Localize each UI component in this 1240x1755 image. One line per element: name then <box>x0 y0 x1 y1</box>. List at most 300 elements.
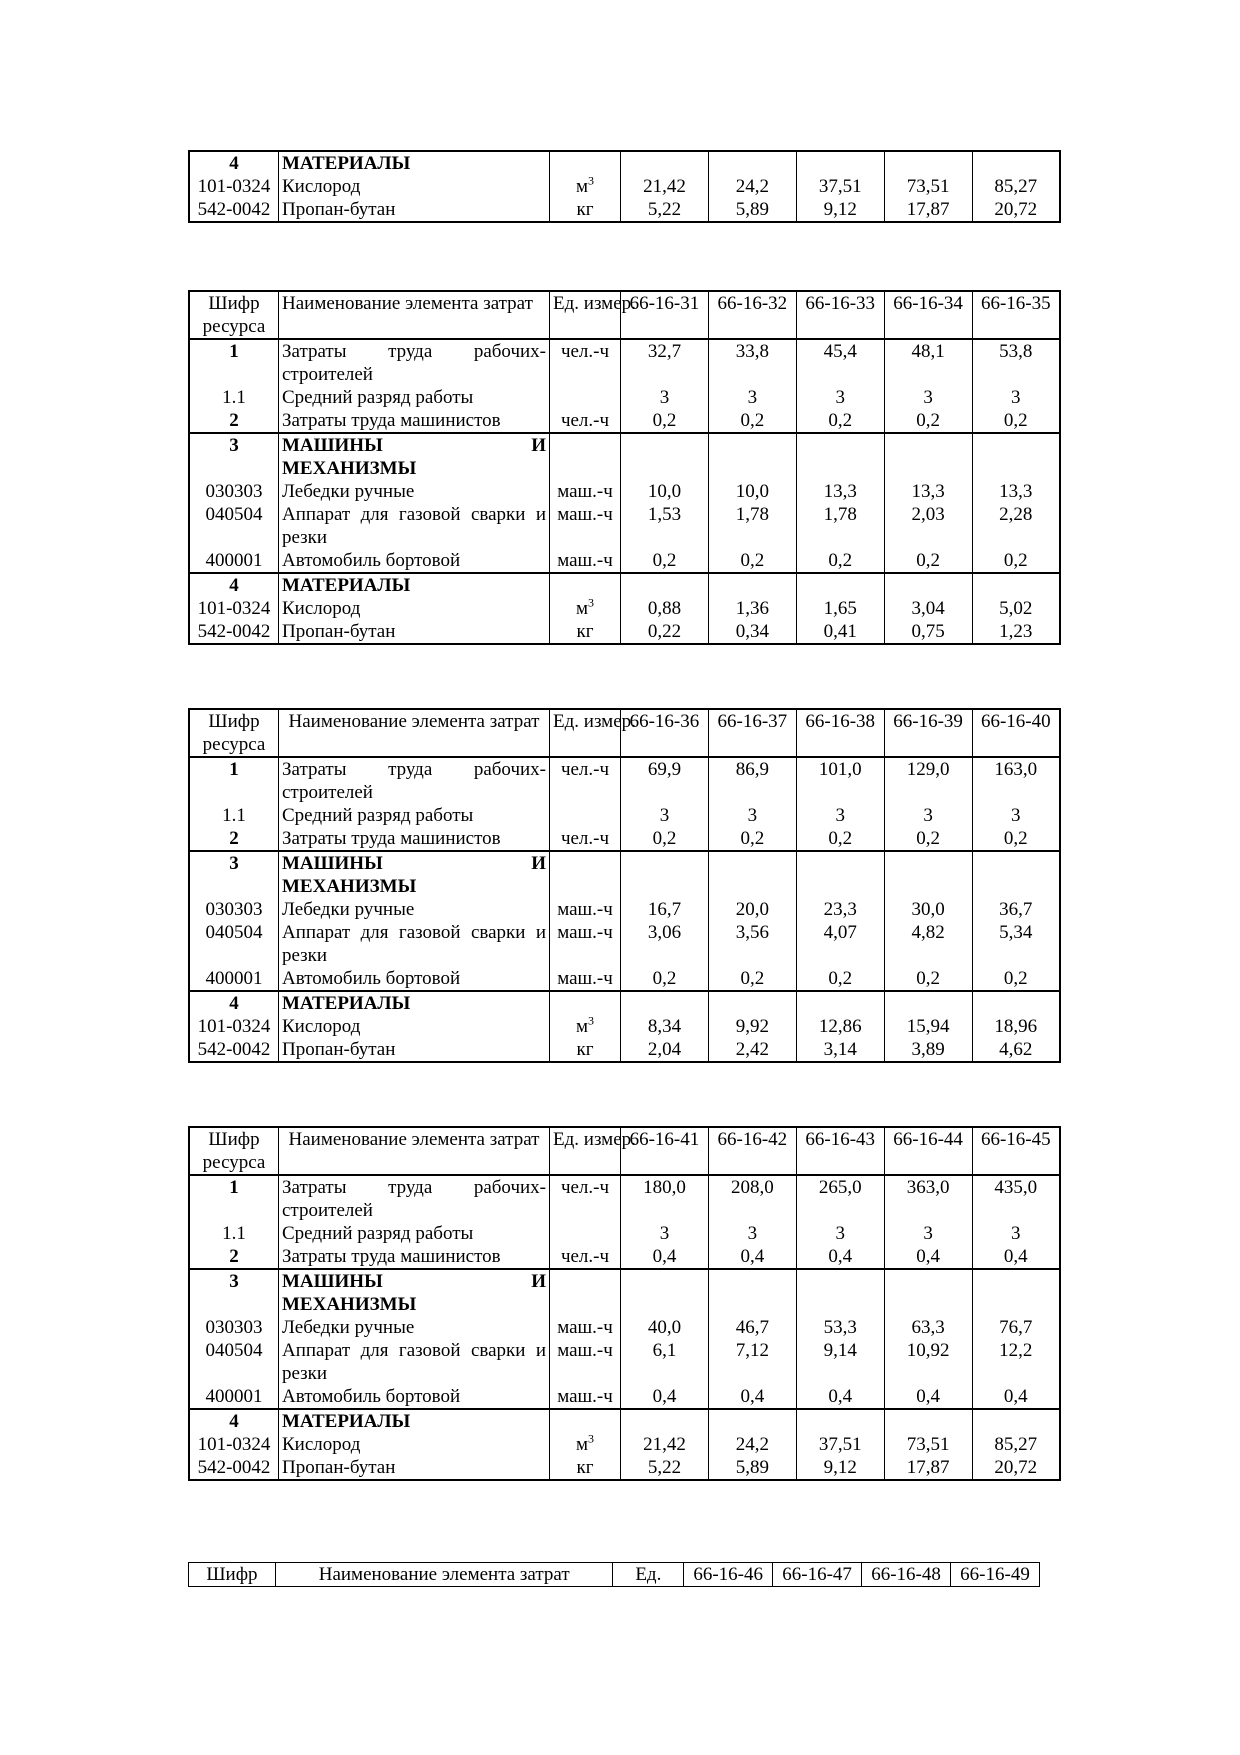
value-cell: 3 <box>708 386 796 409</box>
value-cell: 0,4 <box>708 1245 796 1269</box>
value-cell: 17,87 <box>884 198 972 222</box>
resource-table <box>188 150 1061 223</box>
value-cell <box>972 573 1060 597</box>
resource-unit: маш.-ч <box>550 480 621 503</box>
resource-name: Лебедки ручные <box>279 480 550 503</box>
value-cell: 23,3 <box>796 898 884 921</box>
value-cell: 45,4 <box>796 339 884 386</box>
value-cell: 24,2 <box>708 175 796 198</box>
resource-unit: чел.-ч <box>550 827 621 851</box>
value-cell: 1,53 <box>621 503 709 549</box>
value-cell <box>621 1269 709 1316</box>
resource-name <box>279 433 550 480</box>
value-cell: 21,42 <box>621 175 709 198</box>
resource-name: Затраты труда рабочих-строителей <box>279 757 550 804</box>
value-cell: 435,0 <box>972 1175 1060 1222</box>
table-row <box>189 433 1060 480</box>
resource-name: МАТЕРИАЛЫ <box>279 573 550 597</box>
resource-unit <box>550 573 621 597</box>
value-cell <box>884 433 972 480</box>
resource-table <box>188 290 1061 645</box>
table-header-row <box>189 1563 1040 1587</box>
table-row <box>189 1175 1060 1222</box>
value-cell: 1,78 <box>796 503 884 549</box>
header-code: Шифр ресурса <box>189 709 279 757</box>
value-cell <box>884 1269 972 1316</box>
resource-code: 4 <box>189 151 279 175</box>
resource-code: 2 <box>189 409 279 433</box>
header-col: 66-16-33 <box>796 291 884 339</box>
header-col: 66-16-41 <box>621 1127 709 1175</box>
resource-name: Кислород <box>279 175 550 198</box>
unit-base: м <box>575 598 589 619</box>
resource-unit: маш.-ч <box>550 1339 621 1385</box>
value-cell: 0,41 <box>796 620 884 644</box>
resource-name: Затраты труда машинистов <box>279 409 550 433</box>
value-cell: 3 <box>972 386 1060 409</box>
table-row <box>189 757 1060 804</box>
header-code: Шифр <box>189 1563 276 1587</box>
value-cell: 0,2 <box>884 409 972 433</box>
value-cell: 20,72 <box>972 198 1060 222</box>
resource-unit: чел.-ч <box>550 409 621 433</box>
value-cell <box>884 573 972 597</box>
value-cell: 0,2 <box>884 549 972 573</box>
resource-name-part: И <box>531 435 546 456</box>
value-cell <box>796 991 884 1015</box>
value-cell: 3,06 <box>621 921 709 967</box>
value-cell: 8,34 <box>621 1015 709 1038</box>
table-header-row <box>189 291 1060 339</box>
value-cell: 0,75 <box>884 620 972 644</box>
value-cell <box>708 1269 796 1316</box>
header-col: 66-16-44 <box>884 1127 972 1175</box>
value-cell: 46,7 <box>708 1316 796 1339</box>
header-unit: Ед. измер. <box>550 1127 621 1175</box>
table-row <box>189 386 1060 409</box>
table-row <box>189 921 1060 967</box>
value-cell: 33,8 <box>708 339 796 386</box>
header-col: 66-16-43 <box>796 1127 884 1175</box>
value-cell <box>972 1409 1060 1433</box>
value-cell: 17,87 <box>884 1456 972 1480</box>
value-cell: 3 <box>621 386 709 409</box>
value-cell: 13,3 <box>796 480 884 503</box>
header-code: Шифр ресурса <box>189 1127 279 1175</box>
value-cell: 9,12 <box>796 198 884 222</box>
value-cell: 0,2 <box>708 409 796 433</box>
resource-unit: чел.-ч <box>550 339 621 386</box>
value-cell <box>621 1409 709 1433</box>
resource-code: 3 <box>189 851 279 898</box>
value-cell: 3,89 <box>884 1038 972 1062</box>
resource-code: 040504 <box>189 921 279 967</box>
unit-base: м <box>575 1434 589 1455</box>
resource-name: Пропан-бутан <box>279 1038 550 1062</box>
value-cell: 0,2 <box>796 827 884 851</box>
resource-table-block <box>188 290 1061 645</box>
table-continuation <box>188 150 1061 223</box>
value-cell: 1,78 <box>708 503 796 549</box>
table-row <box>189 620 1060 644</box>
value-cell: 5,22 <box>621 198 709 222</box>
value-cell: 0,88 <box>621 597 709 620</box>
header-col: 66-16-36 <box>621 709 709 757</box>
value-cell <box>708 573 796 597</box>
header-col: 66-16-34 <box>884 291 972 339</box>
value-cell: 2,28 <box>972 503 1060 549</box>
value-cell: 0,4 <box>884 1245 972 1269</box>
resource-code: 3 <box>189 433 279 480</box>
value-cell: 129,0 <box>884 757 972 804</box>
table-row <box>189 804 1060 827</box>
unit-exponent: 3 <box>588 595 595 610</box>
resource-name: Средний разряд работы <box>279 1222 550 1245</box>
resource-name: Кислород <box>279 1015 550 1038</box>
value-cell: 13,3 <box>884 480 972 503</box>
resource-code: 542-0042 <box>189 1038 279 1062</box>
resource-table <box>188 708 1061 1063</box>
resource-name: Пропан-бутан <box>279 620 550 644</box>
header-name: Наименование элемента затрат <box>279 709 550 757</box>
resource-code: 101-0324 <box>189 175 279 198</box>
resource-name <box>279 851 550 898</box>
resource-name: Автомобиль бортовой <box>279 1385 550 1409</box>
value-cell: 9,92 <box>708 1015 796 1038</box>
table-row <box>189 1339 1060 1385</box>
resource-code: 101-0324 <box>189 597 279 620</box>
table-row <box>189 480 1060 503</box>
header-name: Наименование элемента затрат <box>275 1563 613 1587</box>
resource-unit: кг <box>550 620 621 644</box>
table-row <box>189 1222 1060 1245</box>
value-cell: 3 <box>796 386 884 409</box>
value-cell: 0,2 <box>708 549 796 573</box>
value-cell: 0,4 <box>884 1385 972 1409</box>
value-cell: 4,62 <box>972 1038 1060 1062</box>
resource-code: 400001 <box>189 1385 279 1409</box>
value-cell <box>708 433 796 480</box>
table-row <box>189 898 1060 921</box>
resource-name-part: И <box>531 853 546 874</box>
resource-name-part: МАШИНЫ <box>282 435 383 456</box>
value-cell: 3 <box>884 386 972 409</box>
header-col: 66-16-48 <box>862 1563 951 1587</box>
value-cell: 12,86 <box>796 1015 884 1038</box>
value-cell: 21,42 <box>621 1433 709 1456</box>
value-cell: 0,22 <box>621 620 709 644</box>
resource-code: 4 <box>189 1409 279 1433</box>
resource-unit <box>550 597 621 620</box>
table-row <box>189 1316 1060 1339</box>
resource-unit: маш.-ч <box>550 503 621 549</box>
resource-name-part: МЕХАНИЗМЫ <box>282 1294 417 1315</box>
value-cell: 18,96 <box>972 1015 1060 1038</box>
resource-unit: маш.-ч <box>550 898 621 921</box>
value-cell: 0,2 <box>621 409 709 433</box>
resource-name: Аппарат для газовой сварки и резки <box>279 921 550 967</box>
value-cell: 24,2 <box>708 1433 796 1456</box>
value-cell: 20,0 <box>708 898 796 921</box>
value-cell: 73,51 <box>884 1433 972 1456</box>
value-cell: 0,2 <box>796 967 884 991</box>
value-cell: 0,4 <box>796 1385 884 1409</box>
header-col: 66-16-39 <box>884 709 972 757</box>
resource-unit: $м^3$ <box>550 175 621 198</box>
resource-unit: чел.-ч <box>550 1175 621 1222</box>
value-cell: 5,22 <box>621 1456 709 1480</box>
resource-unit <box>550 151 621 175</box>
value-cell <box>621 573 709 597</box>
next-table-header <box>188 1562 1040 1587</box>
value-cell: 69,9 <box>621 757 709 804</box>
value-cell: 0,4 <box>972 1245 1060 1269</box>
resource-name: Затраты труда рабочих-строителей <box>279 1175 550 1222</box>
resource-name-part: МЕХАНИЗМЫ <box>282 876 417 897</box>
header-unit: Ед. измер. <box>550 709 621 757</box>
resource-name-part: МЕХАНИЗМЫ <box>282 458 417 479</box>
resource-unit <box>550 1409 621 1433</box>
resource-table-block <box>188 1126 1061 1481</box>
value-cell: 4,07 <box>796 921 884 967</box>
value-cell: 37,51 <box>796 1433 884 1456</box>
value-cell: 0,2 <box>708 827 796 851</box>
value-cell: 9,12 <box>796 1456 884 1480</box>
resource-code: 542-0042 <box>189 620 279 644</box>
value-cell: 76,7 <box>972 1316 1060 1339</box>
resource-name: Кислород <box>279 1433 550 1456</box>
value-cell: 13,3 <box>972 480 1060 503</box>
header-col: 66-16-37 <box>708 709 796 757</box>
resource-unit: чел.-ч <box>550 757 621 804</box>
header-unit: Ед. <box>613 1563 684 1587</box>
resource-unit: кг <box>550 198 621 222</box>
value-cell: 48,1 <box>884 339 972 386</box>
value-cell: 3,14 <box>796 1038 884 1062</box>
resource-name: Затраты труда машинистов <box>279 827 550 851</box>
header-col: 66-16-42 <box>708 1127 796 1175</box>
value-cell: 10,0 <box>621 480 709 503</box>
resource-unit <box>550 991 621 1015</box>
value-cell: 0,2 <box>621 827 709 851</box>
resource-table-block <box>188 708 1061 1063</box>
value-cell: 10,92 <box>884 1339 972 1385</box>
resource-unit: маш.-ч <box>550 549 621 573</box>
header-col: 66-16-35 <box>972 291 1060 339</box>
value-cell: 4,82 <box>884 921 972 967</box>
value-cell <box>972 433 1060 480</box>
resource-code: 101-0324 <box>189 1015 279 1038</box>
value-cell <box>621 991 709 1015</box>
resource-code: 101-0324 <box>189 1433 279 1456</box>
value-cell: 53,3 <box>796 1316 884 1339</box>
value-cell: 36,7 <box>972 898 1060 921</box>
value-cell <box>884 851 972 898</box>
value-cell: 6,1 <box>621 1339 709 1385</box>
resource-unit <box>550 1433 621 1456</box>
value-cell: 3,04 <box>884 597 972 620</box>
value-cell: 265,0 <box>796 1175 884 1222</box>
resource-unit <box>550 1269 621 1316</box>
value-cell: 1,23 <box>972 620 1060 644</box>
resource-unit: чел.-ч <box>550 1245 621 1269</box>
value-cell: 85,27 <box>972 1433 1060 1456</box>
header-col: 66-16-45 <box>972 1127 1060 1175</box>
header-unit: Ед. измер. <box>550 291 621 339</box>
resource-unit: маш.-ч <box>550 1385 621 1409</box>
resource-name-part: МАШИНЫ <box>282 853 383 874</box>
value-cell: 9,14 <box>796 1339 884 1385</box>
resource-unit: маш.-ч <box>550 921 621 967</box>
header-name: Наименование элемента затрат <box>279 291 550 339</box>
value-cell: 0,2 <box>972 967 1060 991</box>
value-cell: 3,56 <box>708 921 796 967</box>
value-cell: 208,0 <box>708 1175 796 1222</box>
resource-code: 040504 <box>189 503 279 549</box>
header-code: Шифр ресурса <box>189 291 279 339</box>
value-cell <box>796 1409 884 1433</box>
value-cell: 3 <box>796 1222 884 1245</box>
resource-name: Кислород <box>279 597 550 620</box>
value-cell: 0,2 <box>708 967 796 991</box>
header-col: 66-16-47 <box>773 1563 862 1587</box>
value-cell <box>708 851 796 898</box>
table-row <box>189 827 1060 851</box>
resource-unit <box>550 433 621 480</box>
table-row <box>189 1409 1060 1433</box>
resource-unit: маш.-ч <box>550 967 621 991</box>
resource-table <box>188 1126 1061 1481</box>
table-row <box>189 967 1060 991</box>
value-cell <box>796 851 884 898</box>
value-cell: 0,2 <box>972 827 1060 851</box>
value-cell: 0,2 <box>796 409 884 433</box>
value-cell <box>796 433 884 480</box>
resource-name: Автомобиль бортовой <box>279 549 550 573</box>
resource-code: 040504 <box>189 1339 279 1385</box>
value-cell: 1,65 <box>796 597 884 620</box>
value-cell: 5,89 <box>708 198 796 222</box>
resource-code: 4 <box>189 573 279 597</box>
table-row <box>189 409 1060 433</box>
value-cell: 63,3 <box>884 1316 972 1339</box>
value-cell: 3 <box>708 1222 796 1245</box>
value-cell <box>796 573 884 597</box>
value-cell: 0,2 <box>972 549 1060 573</box>
value-cell <box>708 991 796 1015</box>
value-cell: 0,2 <box>796 549 884 573</box>
table-row <box>189 198 1060 222</box>
resource-name: МАТЕРИАЛЫ <box>279 151 550 175</box>
resource-code: 030303 <box>189 480 279 503</box>
value-cell: 20,72 <box>972 1456 1060 1480</box>
value-cell: 12,2 <box>972 1339 1060 1385</box>
value-cell <box>708 1409 796 1433</box>
value-cell: 1,36 <box>708 597 796 620</box>
resource-unit <box>550 1015 621 1038</box>
value-cell <box>972 1269 1060 1316</box>
value-cell: 3 <box>796 804 884 827</box>
value-cell: 40,0 <box>621 1316 709 1339</box>
value-cell <box>972 991 1060 1015</box>
table-row <box>189 851 1060 898</box>
resource-code: 2 <box>189 1245 279 1269</box>
value-cell: 85,27 <box>972 175 1060 198</box>
table-row <box>189 151 1060 175</box>
value-cell: 10,0 <box>708 480 796 503</box>
value-cell: 0,4 <box>621 1245 709 1269</box>
table-row <box>189 1269 1060 1316</box>
value-cell <box>796 1269 884 1316</box>
resource-code: 400001 <box>189 549 279 573</box>
resource-code: 1 <box>189 339 279 386</box>
value-cell: 0,34 <box>708 620 796 644</box>
resource-code: 1.1 <box>189 1222 279 1245</box>
header-name: Наименование элемента затрат <box>279 1127 550 1175</box>
value-cell: 2,42 <box>708 1038 796 1062</box>
value-cell: 7,12 <box>708 1339 796 1385</box>
header-col: 66-16-31 <box>621 291 709 339</box>
resource-name: Лебедки ручные <box>279 1316 550 1339</box>
table-row <box>189 339 1060 386</box>
resource-name <box>279 1269 550 1316</box>
value-cell: 3 <box>708 804 796 827</box>
value-cell: 53,8 <box>972 339 1060 386</box>
unit-exponent: 3 <box>588 1013 595 1028</box>
unit-exponent: 3 <box>588 1431 595 1446</box>
value-cell: 2,04 <box>621 1038 709 1062</box>
resource-name: МАТЕРИАЛЫ <box>279 991 550 1015</box>
resource-name: МАТЕРИАЛЫ <box>279 1409 550 1433</box>
resource-name: Аппарат для газовой сварки и резки <box>279 503 550 549</box>
resource-name: Средний разряд работы <box>279 386 550 409</box>
value-cell <box>621 433 709 480</box>
table-row <box>189 597 1060 620</box>
resource-code: 3 <box>189 1269 279 1316</box>
value-cell: 0,2 <box>621 549 709 573</box>
value-cell: 15,94 <box>884 1015 972 1038</box>
table-row <box>189 1038 1060 1062</box>
value-cell: 2,03 <box>884 503 972 549</box>
value-cell: 163,0 <box>972 757 1060 804</box>
resource-unit: кг <box>550 1456 621 1480</box>
resource-name-part: МАШИНЫ <box>282 1271 383 1292</box>
resource-name: Пропан-бутан <box>279 198 550 222</box>
resource-unit <box>550 386 621 409</box>
table-row <box>189 549 1060 573</box>
value-cell: 5,02 <box>972 597 1060 620</box>
resource-name: Аппарат для газовой сварки и резки <box>279 1339 550 1385</box>
resource-code: 400001 <box>189 967 279 991</box>
value-cell <box>884 991 972 1015</box>
value-cell: 0,4 <box>796 1245 884 1269</box>
value-cell: 3 <box>621 1222 709 1245</box>
resource-unit <box>550 804 621 827</box>
resource-unit: маш.-ч <box>550 1316 621 1339</box>
resource-code: 4 <box>189 991 279 1015</box>
resource-name: Средний разряд работы <box>279 804 550 827</box>
value-cell: 37,51 <box>796 175 884 198</box>
value-cell: 180,0 <box>621 1175 709 1222</box>
value-cell: 3 <box>972 804 1060 827</box>
value-cell: 3 <box>621 804 709 827</box>
value-cell: 0,2 <box>884 827 972 851</box>
resource-unit <box>550 851 621 898</box>
resource-code: 030303 <box>189 1316 279 1339</box>
table-row <box>189 573 1060 597</box>
table-row <box>189 175 1060 198</box>
value-cell: 3 <box>884 804 972 827</box>
